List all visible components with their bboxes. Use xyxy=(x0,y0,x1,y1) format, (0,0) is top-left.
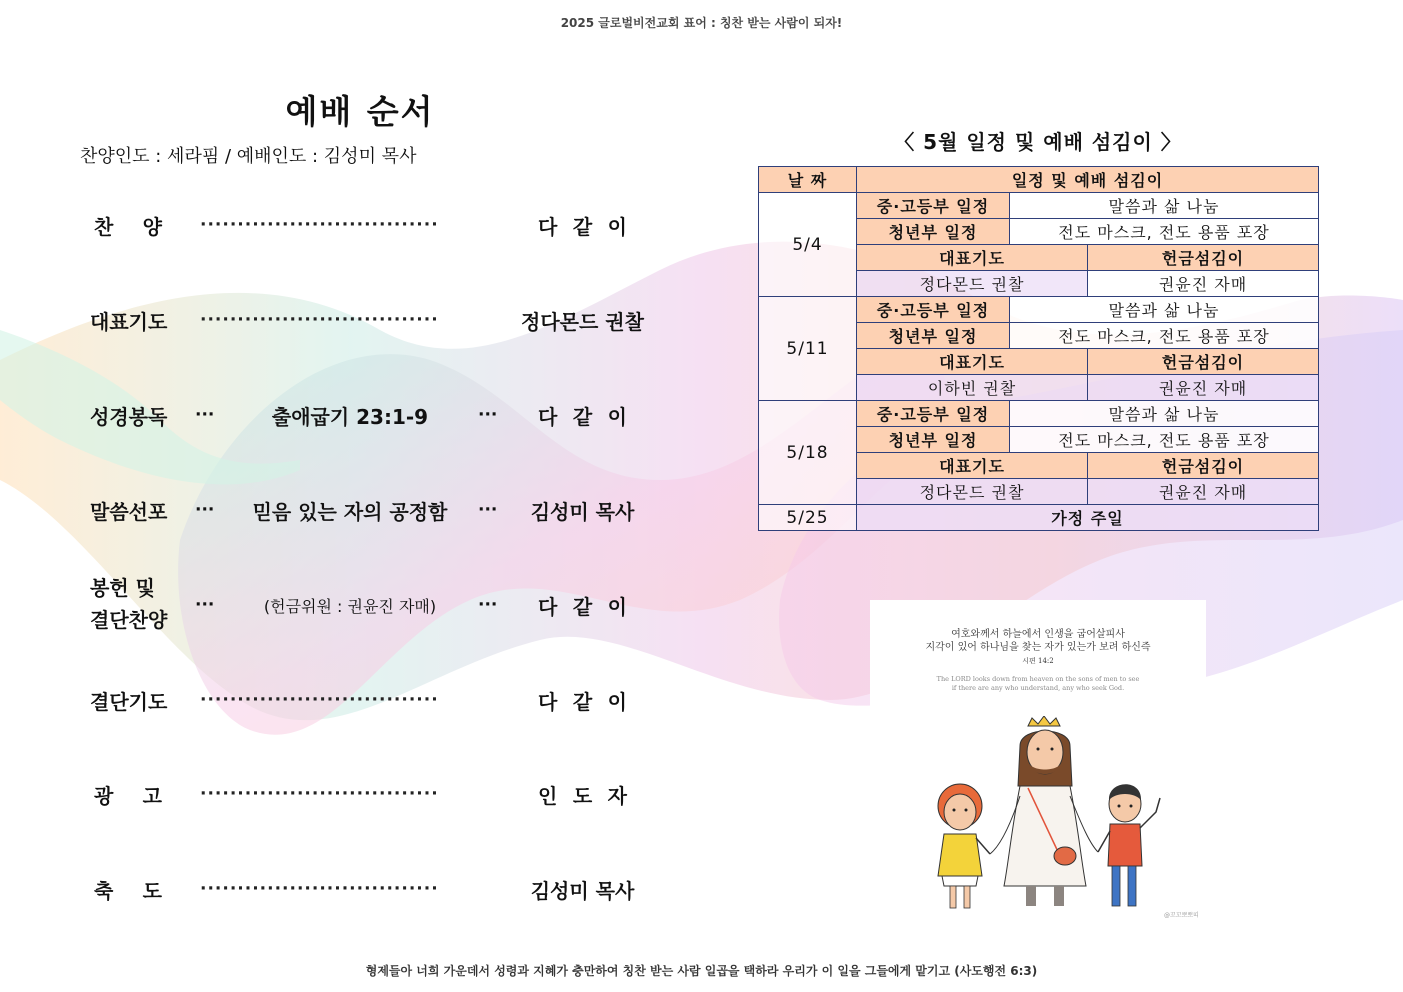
order-item-name: 결단기도 xyxy=(90,689,168,714)
offering-committee: (헌금위원 : 권윤진 자매) xyxy=(263,596,437,616)
order-item-person: 다 같 이 xyxy=(538,594,627,619)
youth-schedule: 말씀과 삶 나눔 xyxy=(1010,193,1319,219)
week-date: 5/11 xyxy=(759,297,857,401)
offering-person: 권윤진 자매 xyxy=(1088,375,1319,401)
schedule-title: 〈 5월 일정 및 예배 섬김이 〉 xyxy=(894,130,1182,154)
offering-person: 권윤진 자매 xyxy=(1088,271,1319,297)
leader-dots: ································ xyxy=(200,310,439,330)
order-item-name: 봉헌 및 결단찬양 xyxy=(90,576,168,632)
leader-dots: ··· xyxy=(478,405,498,425)
offering-person: 권윤진 자매 xyxy=(1088,479,1319,505)
prayer-person: 이하빈 권찰 xyxy=(857,375,1088,401)
church-motto-banner: 2025 글로벌비전교회 표어 : 칭찬 받는 사람이 되자! xyxy=(560,16,843,30)
may-schedule-table xyxy=(758,166,1319,531)
label-prayer: 대표기도 xyxy=(857,245,1088,271)
verse-reference: 시편 14:2 xyxy=(1022,657,1054,665)
table-row xyxy=(759,401,1319,427)
order-item-name: 말씀선포 xyxy=(90,499,168,524)
leader-dots: ··· xyxy=(478,595,498,615)
order-item-announcements xyxy=(90,769,660,819)
order-item-benediction xyxy=(90,864,660,914)
label-young-adult: 청년부 일정 xyxy=(857,427,1010,453)
leader-dots: ································ xyxy=(200,784,439,804)
order-item-name: 축 도 xyxy=(94,878,162,903)
week-date: 5/18 xyxy=(759,401,857,505)
label-young-adult: 청년부 일정 xyxy=(857,323,1010,349)
table-row xyxy=(759,193,1319,219)
label-prayer: 대표기도 xyxy=(857,349,1088,375)
leader-dots: ··· xyxy=(195,405,215,425)
leader-dots: ··· xyxy=(195,595,215,615)
youth-schedule: 말씀과 삶 나눔 xyxy=(1010,401,1319,427)
leader-dots: ································ xyxy=(200,879,439,899)
youth-schedule: 말씀과 삶 나눔 xyxy=(1010,297,1319,323)
header-date: 날 짜 xyxy=(759,167,857,193)
label-youth: 중·고등부 일정 xyxy=(857,297,1010,323)
label-offering: 헌금섬김이 xyxy=(1088,245,1319,271)
order-item-name: 성경봉독 xyxy=(90,404,168,429)
table-row xyxy=(759,505,1319,531)
worship-leaders-line: 찬양인도 : 세라핌 / 예배인도 : 김성미 목사 xyxy=(80,146,417,167)
table-row xyxy=(759,297,1319,323)
label-young-adult: 청년부 일정 xyxy=(857,219,1010,245)
young-adult-schedule: 전도 마스크, 전도 용품 포장 xyxy=(1010,219,1319,245)
sermon-title: 믿음 있는 자의 공정함 xyxy=(252,499,448,524)
order-item-person: 인 도 자 xyxy=(538,783,627,808)
order-item-offering xyxy=(90,576,660,632)
leader-dots: ··· xyxy=(478,500,498,520)
scripture-reference: 출애굽기 23:1-9 xyxy=(271,404,429,429)
order-item-sermon xyxy=(90,485,660,535)
label-youth: 중·고등부 일정 xyxy=(857,401,1010,427)
week-date: 5/25 xyxy=(759,505,857,531)
week-date: 5/4 xyxy=(759,193,857,297)
order-item-name: 찬 양 xyxy=(94,214,162,239)
verse-illustration-card xyxy=(870,600,1206,922)
header-content: 일정 및 예배 섬김이 xyxy=(857,167,1319,193)
label-offering: 헌금섬김이 xyxy=(1088,453,1319,479)
order-item-name: 대표기도 xyxy=(90,309,168,334)
illustration-credit: @꼬꼬뽀뽀띠 xyxy=(1164,912,1199,919)
order-item-person: 다 같 이 xyxy=(538,404,627,429)
order-item-praise xyxy=(90,200,660,250)
jesus-with-children-illustration xyxy=(920,716,1180,916)
verse-korean: 여호와께서 하늘에서 인생을 굽어살피사 지각이 있어 하나님을 찾는 자가 있는가 보려 하신즉 xyxy=(925,629,1151,653)
young-adult-schedule: 전도 마스크, 전도 용품 포장 xyxy=(1010,427,1319,453)
order-item-person: 다 같 이 xyxy=(538,214,627,239)
order-item-person: 다 같 이 xyxy=(538,689,627,714)
order-item-decision-prayer xyxy=(90,675,660,725)
prayer-person: 정다몬드 권찰 xyxy=(857,271,1088,297)
label-offering: 헌금섬김이 xyxy=(1088,349,1319,375)
leader-dots: ································ xyxy=(200,690,439,710)
worship-order-title: 예배 순서 xyxy=(285,92,435,131)
order-item-person: 김성미 목사 xyxy=(530,878,635,903)
label-prayer: 대표기도 xyxy=(857,453,1088,479)
young-adult-schedule: 전도 마스크, 전도 용품 포장 xyxy=(1010,323,1319,349)
family-sunday-note: 가정 주일 xyxy=(857,505,1319,531)
order-item-person: 정다몬드 권찰 xyxy=(521,309,644,334)
order-item-person: 김성미 목사 xyxy=(530,499,635,524)
order-item-representative-prayer xyxy=(90,295,660,345)
footer-verse: 형제들아 너희 가운데서 성령과 지혜가 충만하여 칭찬 받는 사람 일곱을 택하라 우리가 이 일을 그들에게 맡기고 (사도행전 6:3) xyxy=(365,964,1038,978)
label-youth: 중·고등부 일정 xyxy=(857,193,1010,219)
table-header-row xyxy=(759,167,1319,193)
prayer-person: 정다몬드 권찰 xyxy=(857,479,1088,505)
order-item-name: 광 고 xyxy=(94,783,162,808)
leader-dots: ································ xyxy=(200,215,439,235)
verse-english: The LORD looks down from heaven on the sons of men to see if there are any who understand, any who seek God. xyxy=(936,675,1140,692)
leader-dots: ··· xyxy=(195,500,215,520)
order-item-scripture-reading xyxy=(90,390,660,440)
